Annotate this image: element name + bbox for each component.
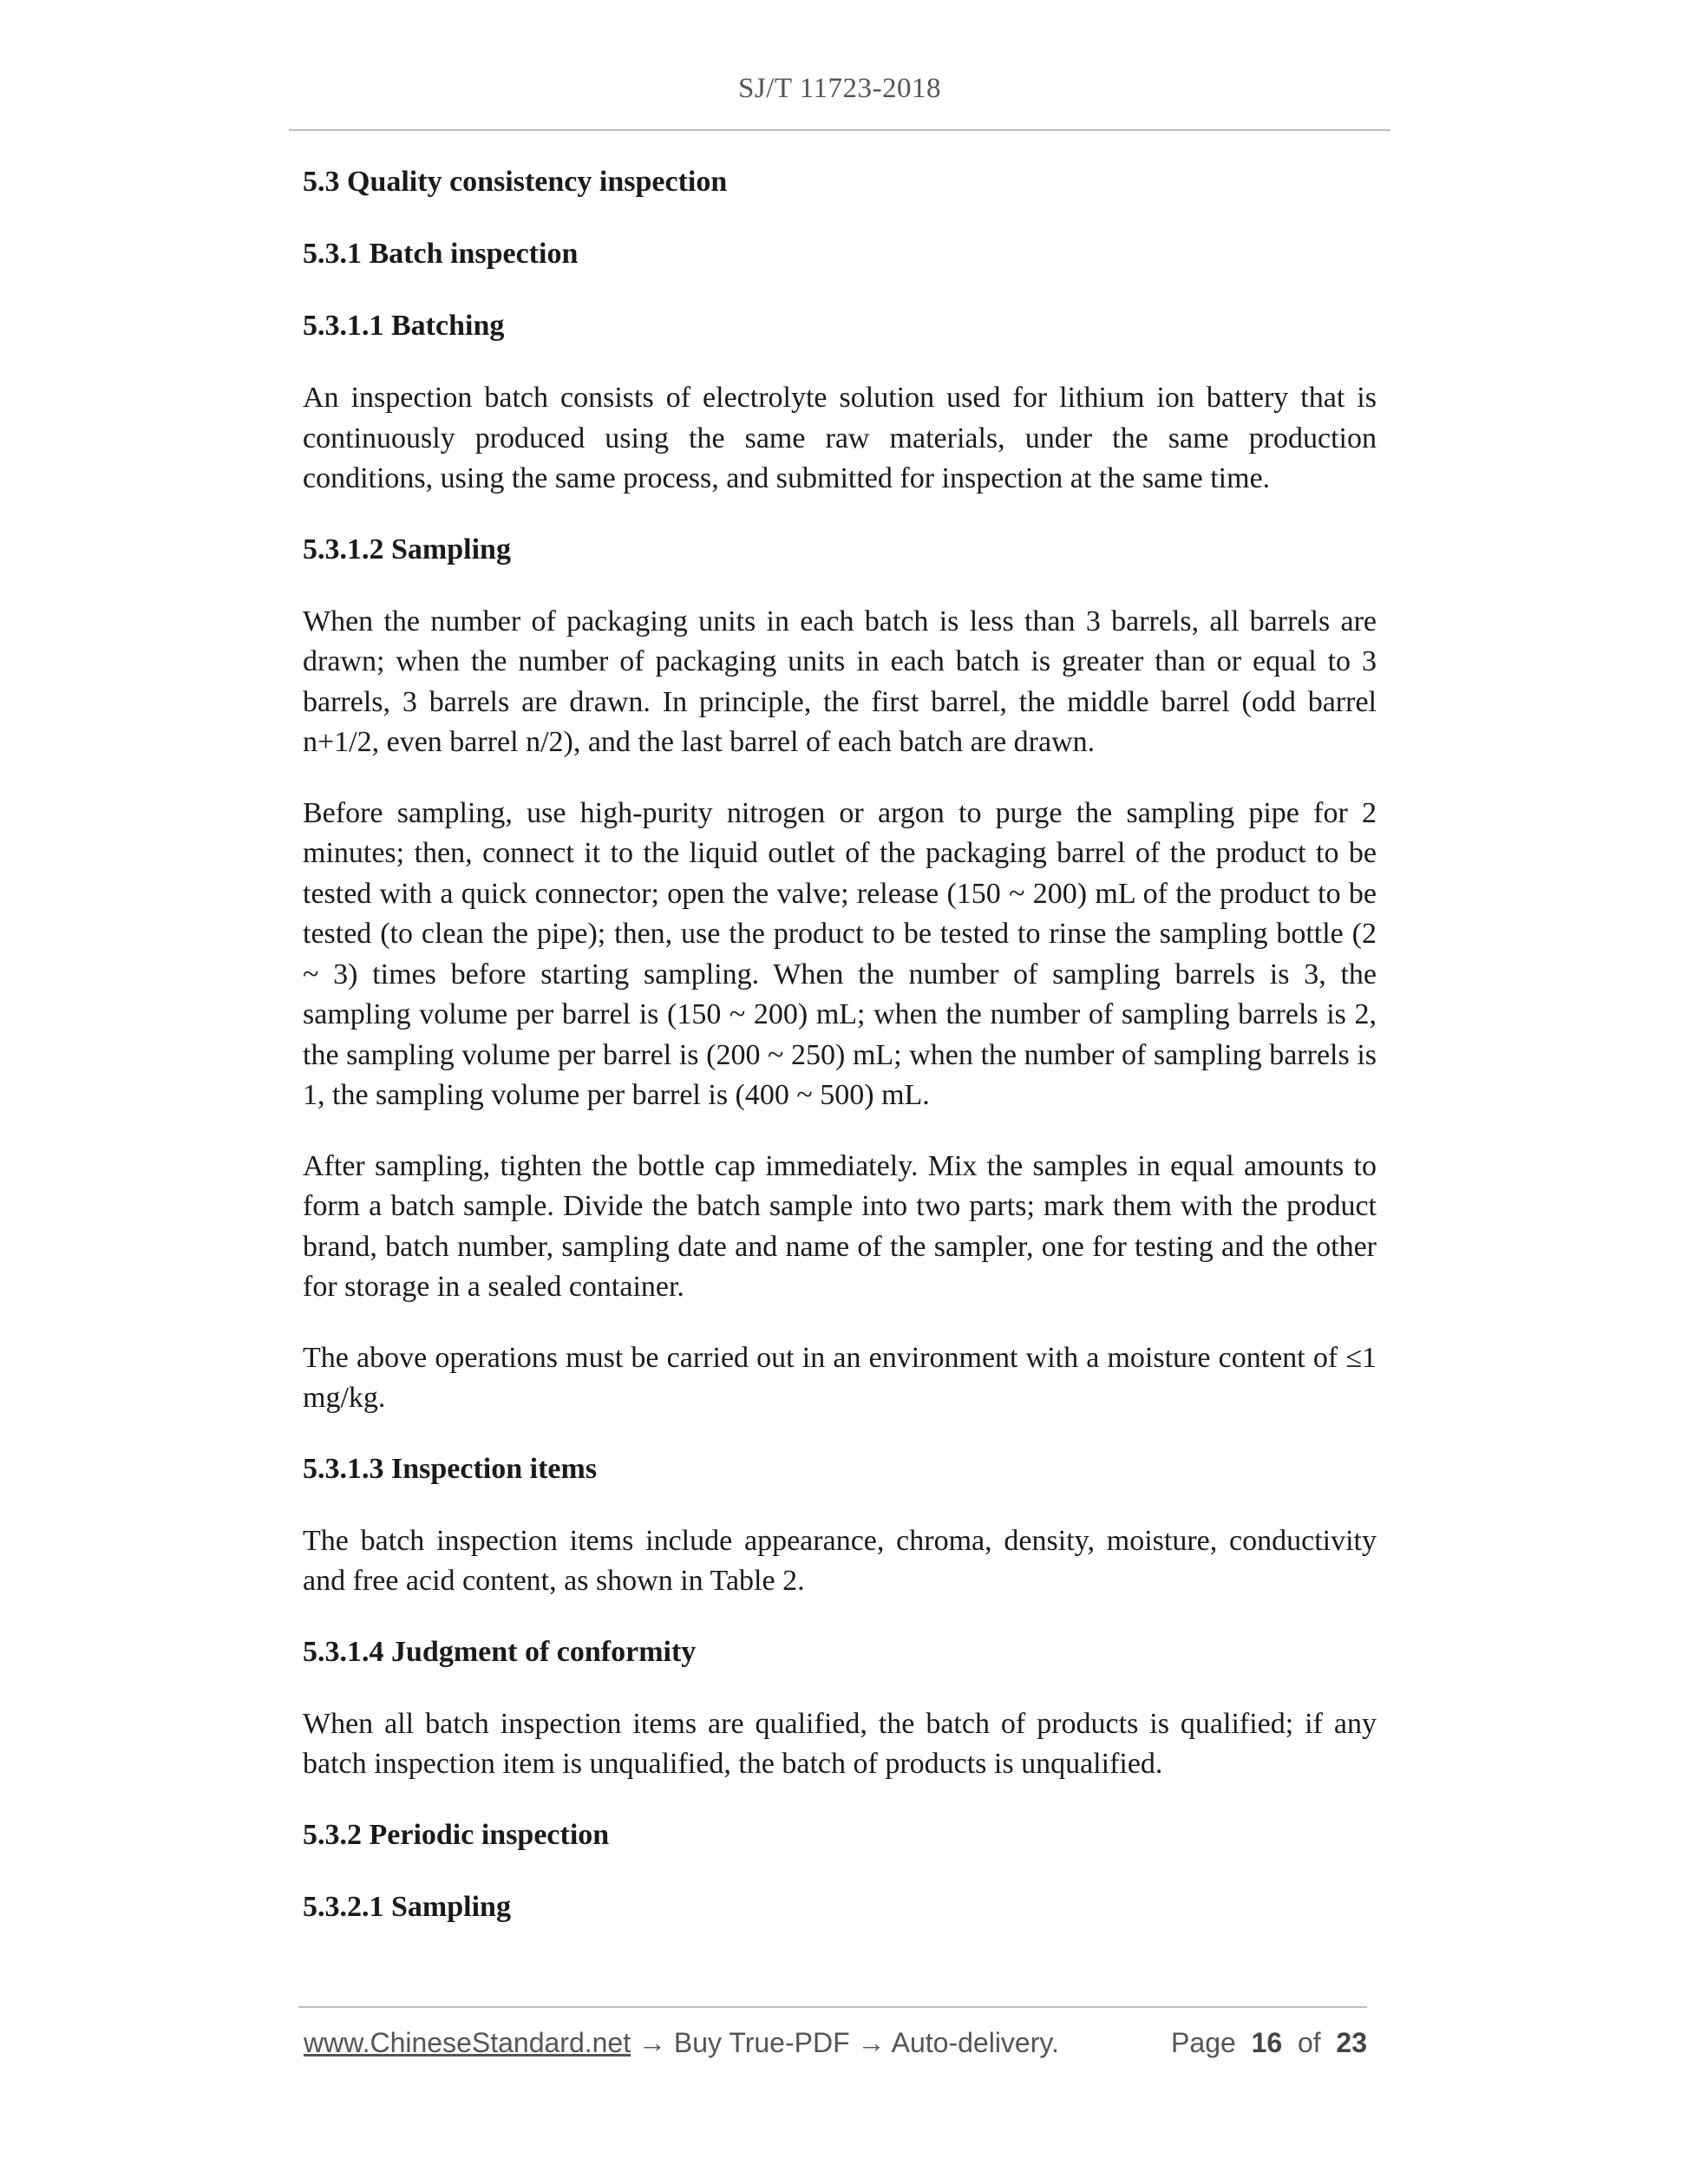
paragraph-batching: An inspection batch consists of electrolyte solution used for lithium ion battery that is continuously produced using the same raw materials, under the same production conditions, using the same process, and submitted for inspection at the same time. — [303, 382, 1377, 494]
paragraph-sampling-1: When the number of packaging units in each batch is less than 3 barrels, all barrels are drawn; when the number of packaging units in each batch is greater than or equal to 3 barrels, 3 barrels are drawn. In principle, the first barrel, the middle barrel (odd barrel n+1/2, even barrel n/2), and the last barrel of each batch are drawn. — [303, 605, 1377, 758]
heading-5-3-1-2: 5.3.1.2 Sampling — [303, 533, 511, 566]
paragraph-judgment: When all batch inspection items are qualified, the batch of products is qualified; if any batch inspection item is unqualified, the batch of products is unqualified. — [303, 1707, 1377, 1780]
heading-5-3-2: 5.3.2 Periodic inspection — [303, 1818, 610, 1851]
heading-5-3-1-1: 5.3.1.1 Batching — [303, 310, 505, 342]
promo-text: → Buy True-PDF → Auto-delivery. — [631, 2027, 1059, 2058]
heading-5-3: 5.3 Quality consistency inspection — [303, 166, 728, 198]
footer-divider — [298, 2006, 1367, 2008]
paragraph-sampling-3: After sampling, tighten the bottle cap immediately. Mix the samples in equal amounts to form a batch sample. Divide the batch sample into two parts; mark them with the product brand, batch number, sampling date and name of the sampler, one for testing and the other for storage in a sealed container. — [303, 1149, 1377, 1303]
heading-5-3-1: 5.3.1 Batch inspection — [303, 238, 579, 270]
heading-5-3-1-4: 5.3.1.4 Judgment of conformity — [303, 1635, 697, 1668]
page-current: 16 — [1251, 2027, 1283, 2058]
page-total: 23 — [1336, 2027, 1367, 2058]
heading-5-3-1-3: 5.3.1.3 Inspection items — [303, 1452, 598, 1485]
page-of-label: of — [1297, 2027, 1321, 2058]
header-divider — [289, 129, 1390, 131]
page-label: Page — [1171, 2027, 1236, 2058]
heading-5-3-2-1: 5.3.2.1 Sampling — [303, 1890, 511, 1923]
paragraph-sampling-2: Before sampling, use high-purity nitrogen or argon to purge the sampling pipe for 2 minutes; then, connect it to the liquid outlet of the packaging barrel of the product to be tested with a quick connector; open the valve; release (150 ~ 200) mL of the product to be tested (to clean the pipe); then, use the product to be tested to rinse the sampling bottle (2 ~ 3) times before starting sampling. When the number of sampling barrels is 3, the sampling volume per barrel is (150 ~ 200) mL; when the number of sampling barrels is 2, the sampling volume per barrel is (200 ~ 250) mL; when the number of sampling barrels is 1, the sampling volume per barrel is (400 ~ 500) mL. — [303, 796, 1377, 1111]
page-indicator — [1171, 2027, 1367, 2059]
running-header: SJ/T 11723-2018 — [738, 73, 941, 104]
paragraph-inspection-items: The batch inspection items include appearance, chroma, density, moisture, conductivity and free acid content, as shown in Table 2. — [303, 1524, 1377, 1597]
website-link[interactable]: www.ChineseStandard.net — [304, 2027, 631, 2058]
paragraph-sampling-4: The above operations must be carried out in an environment with a moisture content of ≤1 mg/kg. — [303, 1341, 1377, 1414]
document-body — [303, 162, 1377, 1959]
page-footer — [304, 2027, 1367, 2059]
